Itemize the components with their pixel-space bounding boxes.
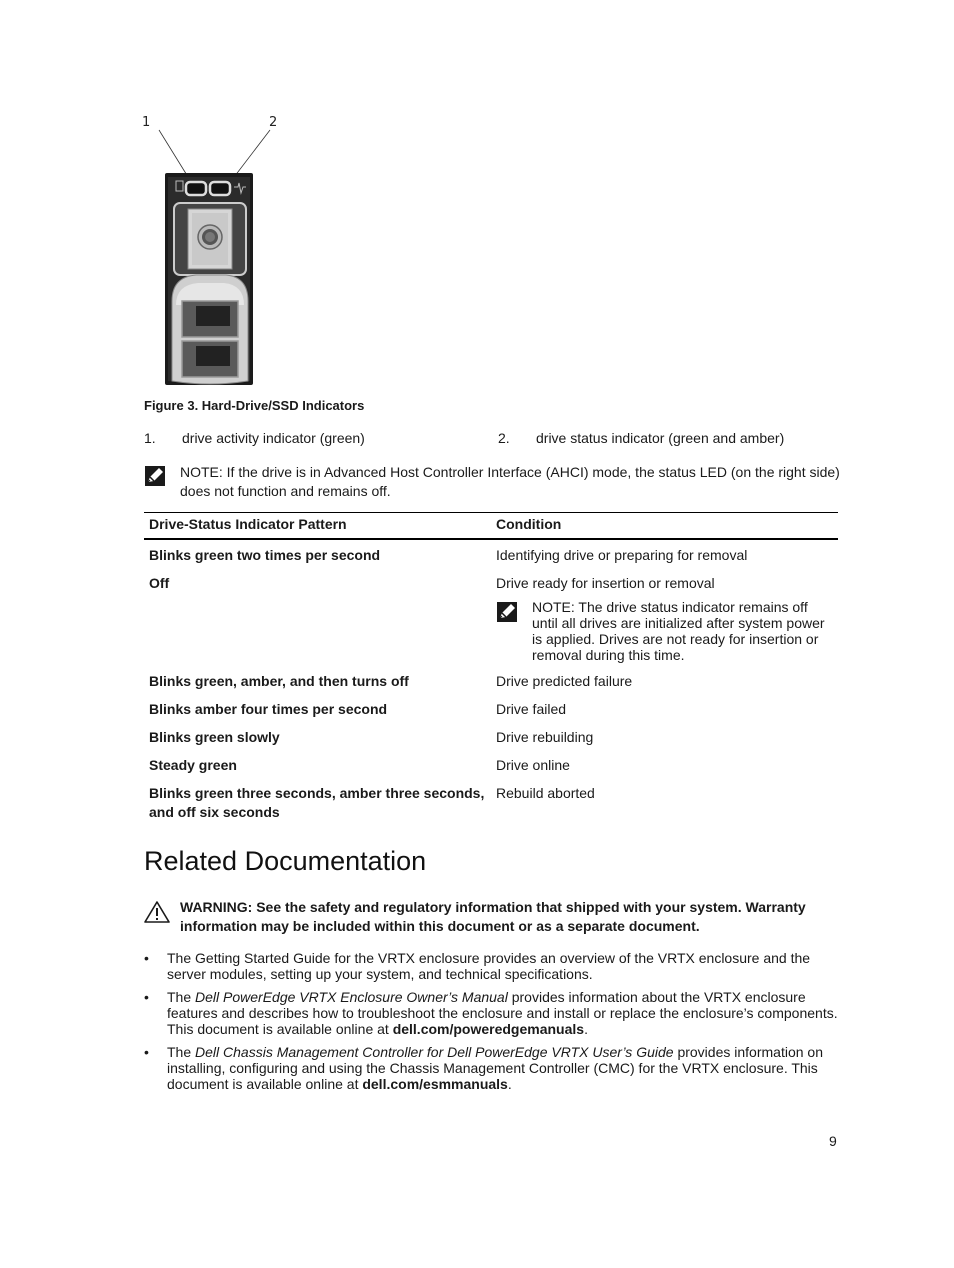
pattern-cell: Blinks green, amber, and then turns off	[149, 673, 409, 689]
list-item	[144, 950, 838, 982]
table-row	[144, 666, 838, 694]
condition-cell	[491, 568, 838, 666]
doc-link[interactable]: dell.com/esmmanuals	[362, 1076, 508, 1092]
note-text	[180, 463, 840, 501]
legend-text-1: drive activity indicator (green)	[182, 430, 365, 446]
page-number: 9	[829, 1133, 837, 1149]
pattern-cell: Blinks green three seconds, amber three seconds, and off six seconds	[149, 785, 485, 820]
pattern-cell: Blinks green two times per second	[149, 547, 381, 563]
item-post: .	[584, 1021, 588, 1037]
note-drive-status	[496, 599, 833, 663]
condition-cell: Drive rebuilding	[496, 729, 594, 745]
note-pencil-icon	[496, 601, 518, 623]
callout-2: 2	[269, 115, 278, 130]
column-header-condition: Condition	[491, 513, 838, 540]
list-item	[144, 1044, 838, 1092]
warning-icon	[144, 900, 170, 924]
doc-title: Dell PowerEdge VRTX Enclosure Owner’s Manual	[195, 989, 508, 1005]
note-pencil-icon	[144, 465, 166, 487]
item-pre: The	[167, 1044, 196, 1060]
note-label: NOTE:	[180, 464, 223, 480]
table-row	[144, 694, 838, 722]
note-body: The drive status indicator remains off until all drives are initialized after system power is applied. Drives are not ready for insertion or removal during this time.	[532, 599, 825, 663]
item-text: The Getting Started Guide for the VRTX enclosure provides an overview of the VRTX enclosure and the server modules, setting up your system, and technical specifications.	[167, 950, 811, 982]
list-item	[144, 989, 838, 1037]
section-heading: Related Documentation	[144, 846, 427, 876]
table-row	[144, 539, 838, 568]
column-header-pattern: Drive-Status Indicator Pattern	[144, 513, 491, 540]
table-row	[144, 750, 838, 778]
hard-drive-illustration	[140, 125, 280, 387]
item-mid: provides information on installing, configuring and using the Chassis Management Controller (CMC) for the VRTX enclosure. This document is available online at	[167, 1044, 823, 1092]
inner-note-text	[532, 599, 833, 663]
note-label: NOTE:	[532, 599, 575, 615]
pattern-cell: Steady green	[149, 757, 237, 773]
warning-text: WARNING: See the safety and regulatory information that shipped with your system. Warranty information may be included within this document or as a separate document.	[180, 899, 806, 934]
condition-cell: Drive online	[496, 757, 570, 773]
bullet: •	[144, 989, 149, 1005]
pattern-cell: Blinks amber four times per second	[149, 701, 388, 717]
doc-title: Dell Chassis Management Controller for Dell PowerEdge VRTX User’s Guide	[195, 1044, 674, 1060]
condition-cell: Rebuild aborted	[496, 785, 595, 801]
bullet: •	[144, 1044, 149, 1060]
pattern-cell: Blinks green slowly	[149, 729, 280, 745]
table-header-row	[144, 513, 838, 540]
table-row	[144, 722, 838, 750]
legend-text-2: drive status indicator (green and amber)	[536, 430, 785, 446]
condition-cell: Identifying drive or preparing for removal	[496, 547, 748, 563]
condition-cell: Drive failed	[496, 701, 567, 717]
legend-num-2: 2.	[498, 430, 510, 446]
documentation-list	[144, 950, 838, 1099]
note-body: If the drive is in Advanced Host Controller Interface (AHCI) mode, the status LED (on the right side) does not function and remains off.	[180, 464, 840, 499]
condition-cell: Drive predicted failure	[496, 673, 633, 689]
bullet: •	[144, 950, 149, 966]
legend-num-1: 1.	[144, 430, 156, 446]
pattern-cell: Off	[149, 575, 170, 591]
doc-link[interactable]: dell.com/poweredgemanuals	[392, 1021, 585, 1037]
table-row	[144, 568, 838, 666]
item-pre: The	[167, 989, 196, 1005]
item-post: .	[507, 1076, 512, 1092]
table-row	[144, 778, 838, 825]
figure-caption: Figure 3. Hard-Drive/SSD Indicators	[144, 398, 365, 413]
callout-1: 1	[142, 115, 151, 130]
item-mid: provides information about the VRTX enclosure features and describes how to troubleshoot the enclosure and install or replace the enclosure’s components. This document is available online at	[167, 989, 838, 1037]
drive-status-table	[144, 512, 838, 825]
condition-text: Drive ready for insertion or removal	[496, 575, 715, 591]
